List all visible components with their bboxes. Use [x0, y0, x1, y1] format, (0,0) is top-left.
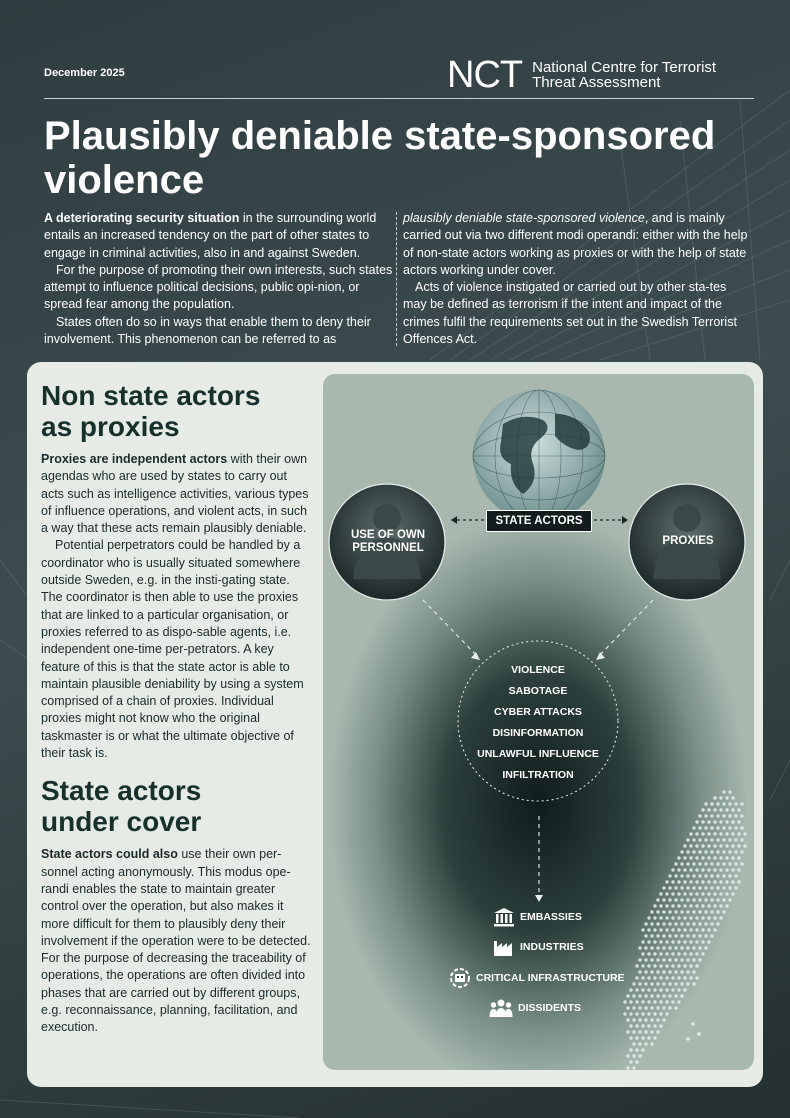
proxies-label: PROXIES: [662, 535, 714, 547]
infrastructure-icon: [449, 967, 471, 989]
people-icon: [489, 998, 513, 1018]
section-body-under-cover: [41, 846, 313, 1036]
intro-lead-bold: A deteriorating security situation: [44, 211, 240, 225]
title-line-1: Plausibly deniable state-sponsored: [44, 114, 716, 158]
target-critical-infrastructure: [449, 967, 625, 989]
heading-line: as proxies: [41, 411, 180, 442]
modi-item: DISINFORMATION: [492, 727, 584, 739]
intro-lead-text: in the surrounding world entails an increased tendency on the part of other states to engage in criminal activities, also in and against Sweden.: [44, 211, 377, 260]
title-line-2: violence: [44, 158, 205, 202]
body-paragraph: [41, 451, 313, 537]
intro-column-divider: [396, 212, 397, 346]
logo-organisation-name: [532, 60, 716, 90]
heading-line: Non state actors: [41, 380, 261, 411]
intro-paragraph: [403, 210, 753, 279]
embassy-icon: [493, 907, 515, 927]
text-column: [41, 380, 313, 1037]
target-embassies: [493, 907, 582, 927]
target-label: DISSIDENTS: [518, 1002, 582, 1014]
sweden-dot-map: [623, 790, 746, 1069]
modi-item: CYBER ATTACKS: [494, 706, 582, 718]
paragraph-lead-bold: State actors could also: [41, 847, 178, 862]
globe-icon: [473, 390, 605, 522]
intro-column-right: [403, 210, 753, 348]
heading-line: under cover: [41, 806, 202, 838]
paragraph-lead-bold: Proxies are independent actors: [41, 452, 228, 466]
intro-column-left: [44, 210, 394, 348]
modi-item: SABOTAGE: [508, 685, 568, 697]
nct-logo: [447, 56, 716, 94]
issue-date: December 2025: [44, 67, 125, 79]
logo-mark: NCT: [447, 54, 523, 96]
modi-item: UNLAWFUL INFLUENCE: [477, 748, 599, 760]
target-industries: [493, 937, 584, 957]
modi-item: INFILTRATION: [502, 769, 574, 781]
body-paragraph: [41, 846, 313, 1036]
logo-line-2: Threat Assessment: [532, 74, 661, 91]
intro-paragraph: States often do so in ways that enable them to deny their involvement. This phenomenon can be referred to as: [44, 314, 371, 347]
logo-line-1: National Centre for Terrorist: [532, 59, 717, 76]
body-paragraph: Potential perpetrators could be handled by a coordinator who is usually situated somewhere outside Sweden, e.g. in the insti-gating state. The coordinator is then able to use the proxies that are linked to a particular organisation, or proxies referred to as dispo-sable agents, i.e. independent one-time per-petrators. A key feature of this is that the state actor is able to maintain plausible deniability by using a system comprised of a chain of proxies. Individual proxies might not know who the original taskmaster is or what the ultimate objective of their task is.: [41, 538, 304, 761]
target-label: CRITICAL INFRASTRUCTURE: [476, 972, 625, 984]
intro-term-italic: plausibly deniable state-sponsored violence: [403, 211, 645, 225]
own-personnel-label: [343, 529, 433, 554]
intro-paragraph: Acts of violence instigated or carried out by other sta-tes may be defined as terrorism if the intent and impact of the crimes fulfil the requirements set out in the Swedish Terrorist Offences Act.: [403, 280, 737, 347]
intro-paragraph: [44, 210, 394, 262]
header-divider: [44, 98, 754, 99]
heading-line: State actors: [41, 775, 202, 807]
page-title: [44, 114, 774, 202]
target-dissidents: [489, 998, 581, 1018]
label-line: PERSONNEL: [352, 541, 424, 554]
paragraph-text: with their own agendas who are used by states to carry out acts such as intelligence activities, various types of influence operations, and violent acts, in such a way that these acts remain plausibly deniable.: [41, 452, 309, 536]
paragraph-text: use their own per-sonnel acting anonymously. This modus ope-randi enables the state to maintain greater control over the operation, but also makes it more difficult for them to plausibly deny their involvement if the operation were to be detected. For the purpose of decreasing the traceability of operations, the operations are often divided into phases that are carried out by different groups, e.g. reconnaissance, planning, facilitation, and execution.: [41, 847, 311, 1035]
section-heading-under-cover: [41, 775, 313, 837]
section-heading-proxies: [41, 380, 313, 442]
target-label: EMBASSIES: [520, 911, 582, 923]
modi-item: VIOLENCE: [511, 664, 565, 676]
state-actors-label: STATE ACTORS: [486, 510, 592, 532]
target-label: INDUSTRIES: [520, 941, 584, 953]
state-violence-diagram: [323, 374, 754, 1070]
section-body-proxies: [41, 451, 313, 762]
factory-icon: [493, 937, 515, 957]
intro-paragraph: For the purpose of promoting their own interests, such states attempt to influence political decisions, public opi-nion, or spread fear among the population.: [44, 262, 393, 312]
label-line: USE OF OWN: [350, 529, 426, 541]
modi-list: [473, 660, 603, 786]
intro-continuation: , and is mainly carried out via two different modi operandi: either with the help of non-state actors working as proxies or with the help of state actors working under cover.: [403, 211, 748, 277]
